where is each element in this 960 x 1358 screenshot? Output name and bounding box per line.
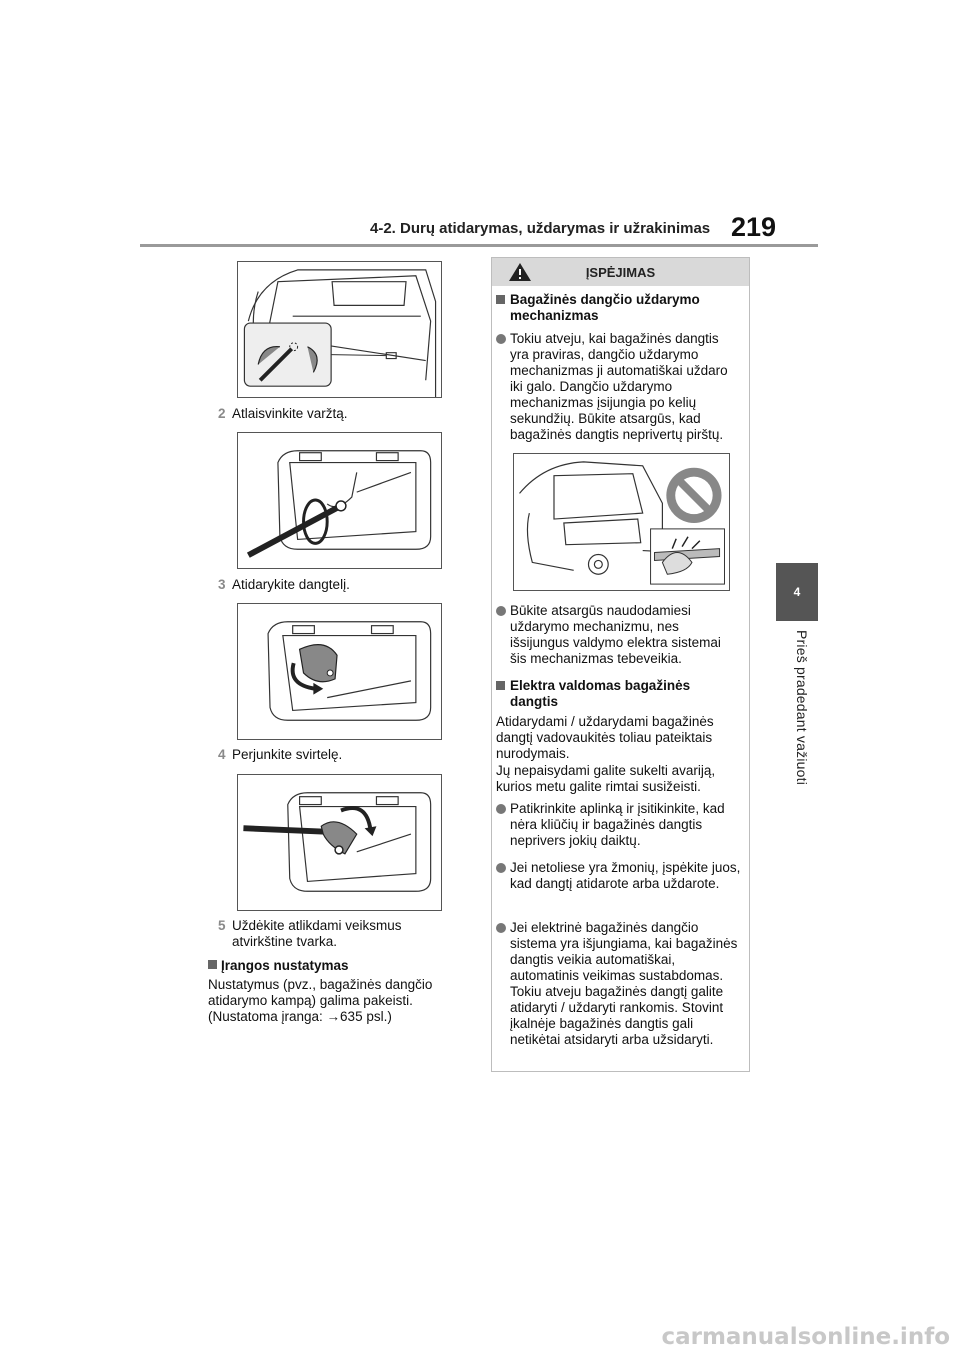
warning-bullet-2: Būkite atsargūs naudodamiesi uždarymo mechanizmu, nes išsijungus valdymo elektra sistemai šis mechanizmas tebeveikia. bbox=[496, 603, 741, 667]
warning-triangle-icon bbox=[508, 262, 532, 282]
step-2: 2 Atlaisvinkite varžtą. bbox=[218, 406, 348, 421]
warning-paragraph-1: Atidarydami / uždarydami bagažinės dangtį vadovaukitės toliau pateiktais nurodymais. bbox=[496, 714, 714, 761]
square-bullet-icon bbox=[496, 295, 505, 304]
header-rule bbox=[140, 244, 818, 247]
chapter-tab: 4 bbox=[776, 563, 818, 621]
warning-bullet-4: Jei netoliese yra žmonių, įspėkite juos, kad dangtį atidarote arba uždarote. bbox=[496, 860, 741, 892]
square-bullet-icon bbox=[496, 681, 505, 690]
step-5: 5 Uždėkite atlikdami veiksmus atvirkštine tvarka. bbox=[218, 918, 402, 949]
back-door-illustration bbox=[238, 262, 441, 397]
bullet-dot-icon bbox=[496, 863, 506, 873]
switch-lever-illustration bbox=[238, 775, 441, 910]
warning-bullet-3: Patikrinkite aplinką ir įsitikinkite, kad nėra kliūčių ir bagažinės dangtis neprivers jokių daiktų. bbox=[496, 801, 741, 849]
figure-finger-pinch bbox=[513, 453, 730, 591]
bullet-dot-icon bbox=[496, 923, 506, 933]
warning-box bbox=[491, 257, 750, 1072]
warning-header: ĮSPĖJIMAS bbox=[492, 258, 749, 286]
step-4: 4 Perjunkite svirtelę. bbox=[218, 747, 343, 762]
warning-bullet-1: Tokiu atveju, kai bagažinės dangtis yra praviras, dangčio uždarymo mechanizmas ji automatiškai uždaro iki galo. Dangčio uždarymo mechanizmas įsijungia po kelių sekundžių. Būkite atsargūs, kad bagažinės dangtis neprivertų pirštų. bbox=[496, 331, 741, 443]
prohibition-icon bbox=[666, 468, 721, 523]
settings-body: Nustatymus (pvz., bagažinės dangčio atidarymo kampą) galima pakeisti. (Nustatoma įranga: →635 psl.) bbox=[208, 977, 433, 1024]
finger-pinch-illustration bbox=[514, 454, 729, 590]
square-bullet-icon bbox=[208, 960, 217, 969]
bullet-dot-icon bbox=[496, 334, 506, 344]
warning-section-power-door: Elektra valdomas bagažinės dangtis bbox=[496, 678, 736, 710]
warning-section-closer: Bagažinės dangčio uždarymo mechanizmas bbox=[496, 292, 736, 324]
step-3: 3 Atidarykite dangtelį. bbox=[218, 577, 350, 592]
footer-watermark: carmanualsonline.info bbox=[661, 1324, 950, 1350]
warning-bullet-5: Jei elektrinė bagažinės dangčio sistema yra išjungiama, kai bagažinės dangtis veikia automatiškai, automatinis veikimas sustabdomas. Tokiu atveju bagažinės dangtį galite atidaryti / uždaryti rankomis. Stovint įkalnėje bagažinės dangtis gali netikėtai atsidaryti arba užsidaryti. bbox=[496, 920, 741, 1048]
figure-open-cover bbox=[237, 603, 442, 740]
figure-back-door bbox=[237, 261, 442, 398]
bullet-dot-icon bbox=[496, 804, 506, 814]
warning-paragraph-2: Jų nepaisydami galite sukelti avariją, kurios metu galite rimtai susižeisti. bbox=[496, 763, 716, 794]
settings-heading: Įrangos nustatymas bbox=[208, 958, 349, 973]
page-number: 219 bbox=[731, 212, 777, 242]
figure-loosen-screw bbox=[237, 432, 442, 569]
loosen-screw-illustration bbox=[238, 433, 441, 568]
bullet-dot-icon bbox=[496, 606, 506, 616]
section-title: 4-2. Durų atidarymas, uždarymas ir užrakinimas bbox=[370, 220, 711, 237]
chapter-label: Prieš pradedant važiuoti bbox=[794, 630, 810, 785]
figure-switch-lever bbox=[237, 774, 442, 911]
open-cover-illustration bbox=[238, 604, 441, 739]
